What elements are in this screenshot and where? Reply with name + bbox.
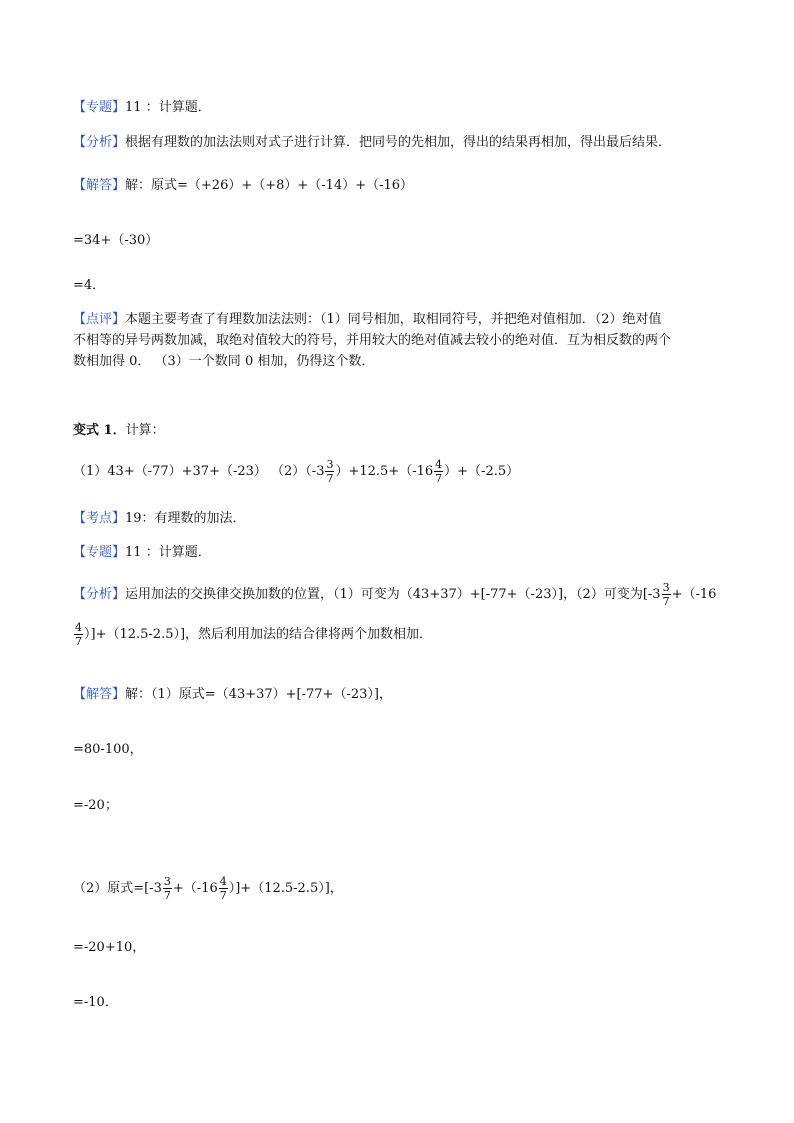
problem-part-1: （1）43+（-77）+37+（-23） （2）（-3: [73, 464, 325, 479]
jieda-text: 解：原式=（+26）+（+8）+（-14）+（-16）: [125, 178, 414, 193]
fraction-denominator: 7: [435, 472, 443, 485]
dianping-line-2: 不相等的异号两数加减，取绝对值较大的符号，并用较大的绝对值减去较小的绝对值．互为相反数的两个: [73, 333, 672, 348]
zhuanti-text: 11 ：计算题．: [125, 100, 211, 115]
fenxi-line-1: [73, 578, 716, 612]
fraction-denominator: 7: [326, 472, 334, 485]
zhuanti-line: [73, 543, 211, 563]
zhuanti-text: 11 ：计算题．: [125, 545, 211, 560]
zhuanti-line: [73, 98, 211, 118]
jieda-tag: 【解答】: [73, 178, 126, 193]
fraction-3-7: [163, 875, 172, 902]
part2-text-c: ）]+（12.5-2.5）]，: [228, 881, 343, 896]
fenxi-line: [73, 133, 671, 153]
solution-step: =-20；: [73, 798, 118, 813]
fenxi-tag: 【分析】: [73, 587, 126, 602]
fenxi-line-2: [73, 618, 432, 652]
solution-step: =-10．: [73, 995, 118, 1010]
fraction-numerator: 3: [662, 581, 670, 594]
fraction-numerator: 3: [163, 875, 171, 888]
dianping-tag: 【点评】: [73, 312, 126, 327]
fraction-3-7: [325, 458, 334, 485]
kaodian-tag: 【考点】: [73, 511, 126, 526]
kaodian-text: 19：有理数的加法．: [125, 511, 246, 526]
zhuanti-tag: 【专题】: [73, 100, 126, 115]
fraction-numerator: 4: [435, 458, 443, 471]
jieda-line: [73, 685, 392, 705]
fenxi-tag: 【分析】: [73, 135, 126, 150]
part2-text-b: +（-16: [172, 881, 218, 896]
solution-step: =34+（-30）: [73, 233, 159, 248]
solution-step: =4．: [73, 278, 106, 293]
fraction-4-7: [219, 875, 228, 902]
fraction-denominator: 7: [219, 889, 227, 902]
jieda-line: [73, 176, 413, 196]
fraction-numerator: 4: [219, 875, 227, 888]
fenxi-text-c: ）]+（12.5-2.5）]，然后利用加法的结合律将两个加数相加．: [84, 627, 433, 642]
problem-part-2: ）+12.5+（-16: [335, 464, 434, 479]
problem-part-3: ）+（-2.5）: [444, 464, 520, 479]
solution-step: =80-100，: [73, 742, 143, 757]
jieda-tag: 【解答】: [73, 687, 126, 702]
fenxi-text-b: +（-16: [671, 587, 717, 602]
variation-instruction: 计算：: [125, 423, 165, 438]
fenxi-text-a: 运用加法的交换律交换加数的位置，（1）可变为（43+37）+[-77+（-23）]，（2）可变为[-3: [125, 587, 661, 602]
jieda-text: 解：（1）原式=（43+37）+[-77+（-23）]，: [125, 687, 392, 702]
part2-text-a: （2）原式=[-3: [73, 881, 162, 896]
problem-line: [73, 455, 519, 489]
variation-title: [73, 421, 165, 441]
fraction-denominator: 7: [163, 889, 171, 902]
kaodian-line: [73, 509, 246, 529]
fenxi-text: 根据有理数的加法法则对式子进行计算．把同号的先相加，得出的结果再相加，得出最后结果．: [125, 135, 672, 150]
dianping-line-3: 数相加得 0． （3）一个数同 0 相加，仍得这个数．: [73, 354, 375, 369]
fraction-3-7: [662, 581, 671, 608]
part2-line: [73, 872, 343, 906]
fraction-denominator: 7: [75, 635, 82, 648]
variation-label: 变式 1．: [73, 423, 126, 438]
fraction-denominator: 7: [662, 595, 670, 608]
fraction-numerator: 4: [75, 621, 82, 634]
zhuanti-tag: 【专题】: [73, 545, 126, 560]
dianping-line-1: [73, 310, 662, 330]
fraction-4-7: [434, 458, 443, 485]
solution-step: =-20+10，: [73, 940, 146, 955]
fraction-numerator: 3: [326, 458, 334, 471]
dianping-text-1: 本题主要考查了有理数加法法则：（1）同号相加，取相同符号，并把绝对值相加．（2）绝对值: [125, 312, 662, 327]
fraction-4-7: [74, 621, 83, 648]
